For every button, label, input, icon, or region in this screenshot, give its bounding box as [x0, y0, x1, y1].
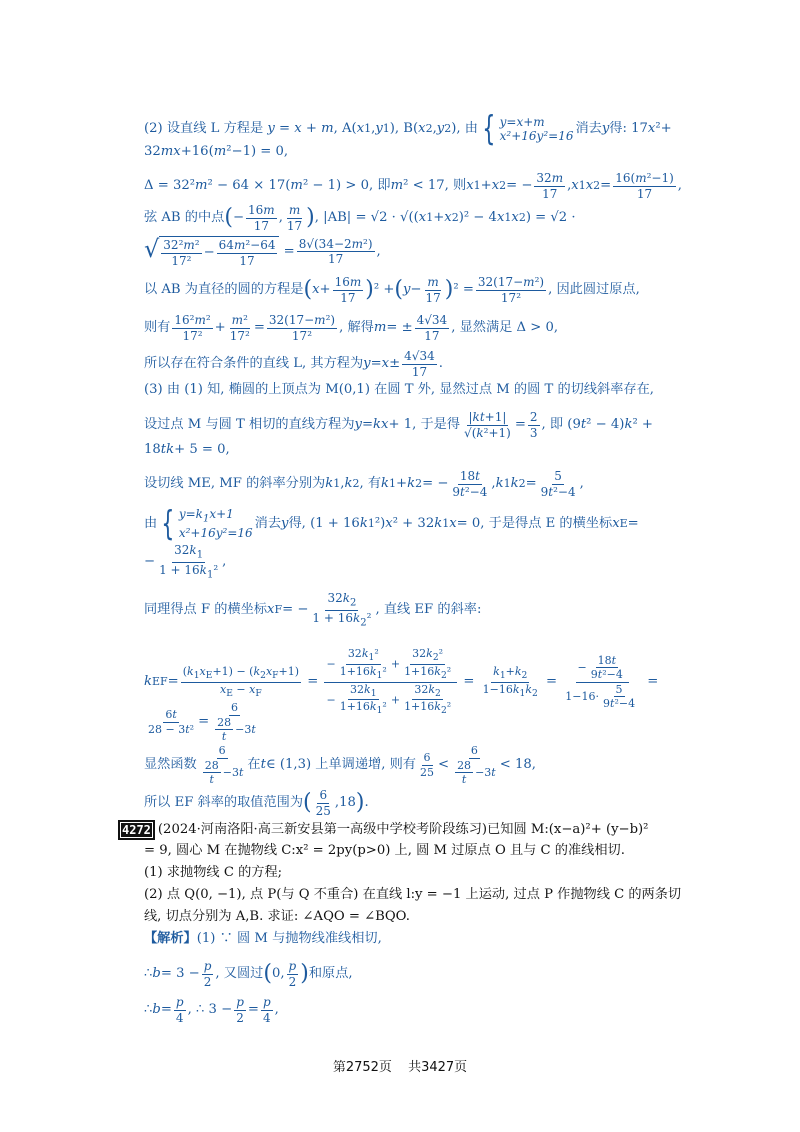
solution-line-17: $\frac{6t}{\text{28 − 3t²}}$ = 6 $\frac{28}{t}$ −3t — [148, 701, 256, 744]
solution-line-5: √ $\frac{\text{32²m²}}{\text{17²}}$ − $\frac{\text{64m²−64}}{17}$ = $\frac{\text{8√(34−2m²)}}{17}$ , — [144, 235, 381, 268]
analysis-line-2: ∴ b = 3 − $\frac{p}{2}$ , 又圆过 ( 0, $\frac{p}{2}$ ) 和原点, — [144, 959, 353, 989]
solution-line-18: 显然函数 6 $\frac{28}{t}$ −3t 在 t ∈ (1,3) 上单调递增, 则有 $\frac{6}{25}$ < 6 $\frac{28}{t}$ −3t < 18, — [144, 744, 536, 787]
question-stem-1: 已知圆 M:(x−a)²+ (y−b)² — [487, 822, 649, 837]
analysis-line-1 — [144, 930, 382, 948]
question-number: 4272 — [118, 820, 155, 840]
solution-line-16: k EF = $\frac{(k_1x_E+1) - (k_2x_F+1)}{x_E - x_F}$ = − $\frac{32k_1^2}{1+16k_1^2}$ + $\frac{32k_2^2}{1+16k_2^2}$ − $\frac{32k_1}{1+16k_1^2}$ + $\frac{32k_2}{1+16k_2^2}$ = $\frac{k_1+k_2}{1-16k_1k_2}$ = − $\frac{18t}{\text{9t²−4}}$ 1−16· $\frac{5}{\text{9t²−4}}$ = — [144, 647, 659, 717]
question-part-1: (1) 求抛物线 C 的方程; — [144, 865, 283, 880]
solution-line-1: (2) 设直线 L 方程是 y = x + m , A( x 1 , y 1 ), B( x 2 , y 2 ), 由 { y=x+m x²+16y²=16 消去 y 得: 17 x ²+ — [144, 109, 672, 149]
analysis-tag: 【解析】 — [144, 931, 197, 946]
question-header — [118, 820, 648, 840]
question-part-2b: 线, 切点分别为 A,B. 求证: ∠AQO = ∠BQO. — [144, 909, 410, 924]
analysis-text-1: (1) ∵ 圆 M 与抛物线准线相切, — [196, 931, 382, 946]
solution-line-9: (3) 由 (1) 知, 椭圆的上顶点为 M(0,1) 在圆 T 外, 显然过点 M 的圆 T 的切线斜率存在, — [144, 382, 654, 397]
solution-line-6: 以 AB 为直径的圆的方程是 ( x + $\frac{16m}{17}$ ) ² + ( y − $\frac{m}{17}$ ) ² = $\frac{\text{32(17−m²)}}{\text{17²}}$ , 因此圆过原点, — [144, 275, 640, 305]
solution-line-15: 同理得点 F 的横坐标 x F = − $\frac{32k_2}{1 + 16k_2^2}$ , 直线 EF 的斜率: — [144, 591, 482, 629]
question-stem-2: = 9, 圆心 M 在抛物线 C:x² = 2py(p>0) 上, 圆 M 过原点 O 且与 C 的准线相切. — [144, 843, 625, 858]
solution-line-8: 所以存在符合条件的直线 L, 其方程为 y = x ± $\frac{4√34}{17}$ . — [144, 349, 443, 379]
solution-line-7: 则有 $\frac{\text{16²m²}}{\text{17²}}$ + $\frac{\text{m²}}{\text{17²}}$ = $\frac{\text{32(17−m²)}}{\text{17²}}$ , 解得 m = ± $\frac{4√34}{17}$ , 显然满足 Δ > 0, — [144, 313, 559, 343]
page-footer — [0, 1056, 800, 1075]
solution-line-12: 设切线 ME, MF 的斜率分别为 k 1 , k 2 , 有 k 1 + k 2 = − $\frac{18t}{\text{9t²−4}}$ , k 1 k 2 = $\frac{5}{\text{9t²−4}}$ , — [144, 469, 584, 499]
solution-line-2: 32 mx +16( m ²−1) = 0, — [144, 144, 289, 159]
solution-line-13: 由 { $y=k_1x+1$ x²+16y²=16 消去 y 得, (1 + 16 k 1 ²) x ² + 32 k 1 x = 0, 于是得点 E 的横坐标 x E = — [144, 503, 639, 544]
total-pages: 共3427页 — [408, 1060, 468, 1075]
solution-line-11: 18 tk + 5 = 0, — [144, 442, 230, 457]
solution-line-3: Δ = 32² m ² − 64 × 17( m ² − 1) > 0, 即 m ² < 17, 则 x 1 + x 2 = − $\frac{32m}{17}$ , x 1 x 2 = $\frac{\text{16(m²−1)}}{17}$ , — [144, 171, 682, 201]
solution-line-14: − $\frac{32k_1}{1 + 16k_1^2}$ , — [144, 543, 227, 581]
question-source: (2024·河南洛阳·高三新安县第一高级中学校考阶段练习) — [157, 822, 488, 837]
solution-line-19: 所以 EF 斜率的取值范围为 ( $\frac{6}{25}$ ,18 ) . — [144, 788, 369, 818]
solution-line-4: 弦 AB 的中点 ( − $\frac{16m}{17}$ , $\frac{m}{17}$ ) , |AB| = √2 · √(( x 1 + x 2 )² − 4 x 1 x 2 ) = √2 · — [144, 203, 576, 233]
analysis-line-3: ∴ b = $\frac{p}{4}$ , ∴ 3 − $\frac{p}{2}$ = $\frac{p}{4}$ , — [144, 995, 279, 1025]
page-number: 第2752页 — [332, 1060, 392, 1075]
solution-line-10: 设过点 M 与圆 T 相切的直线方程为 y = kx + 1, 于是得 $\frac{|kt+1|}{\text{√(k²+1)}}$ = $\frac{2}{3}$ , 即 (9 t ² − 4) k ² + — [144, 410, 653, 440]
question-part-2a: (2) 点 Q(0, −1), 点 P(与 Q 不重合) 在直线 l:y = −1 上运动, 过点 P 作抛物线 C 的两条切 — [144, 887, 682, 902]
